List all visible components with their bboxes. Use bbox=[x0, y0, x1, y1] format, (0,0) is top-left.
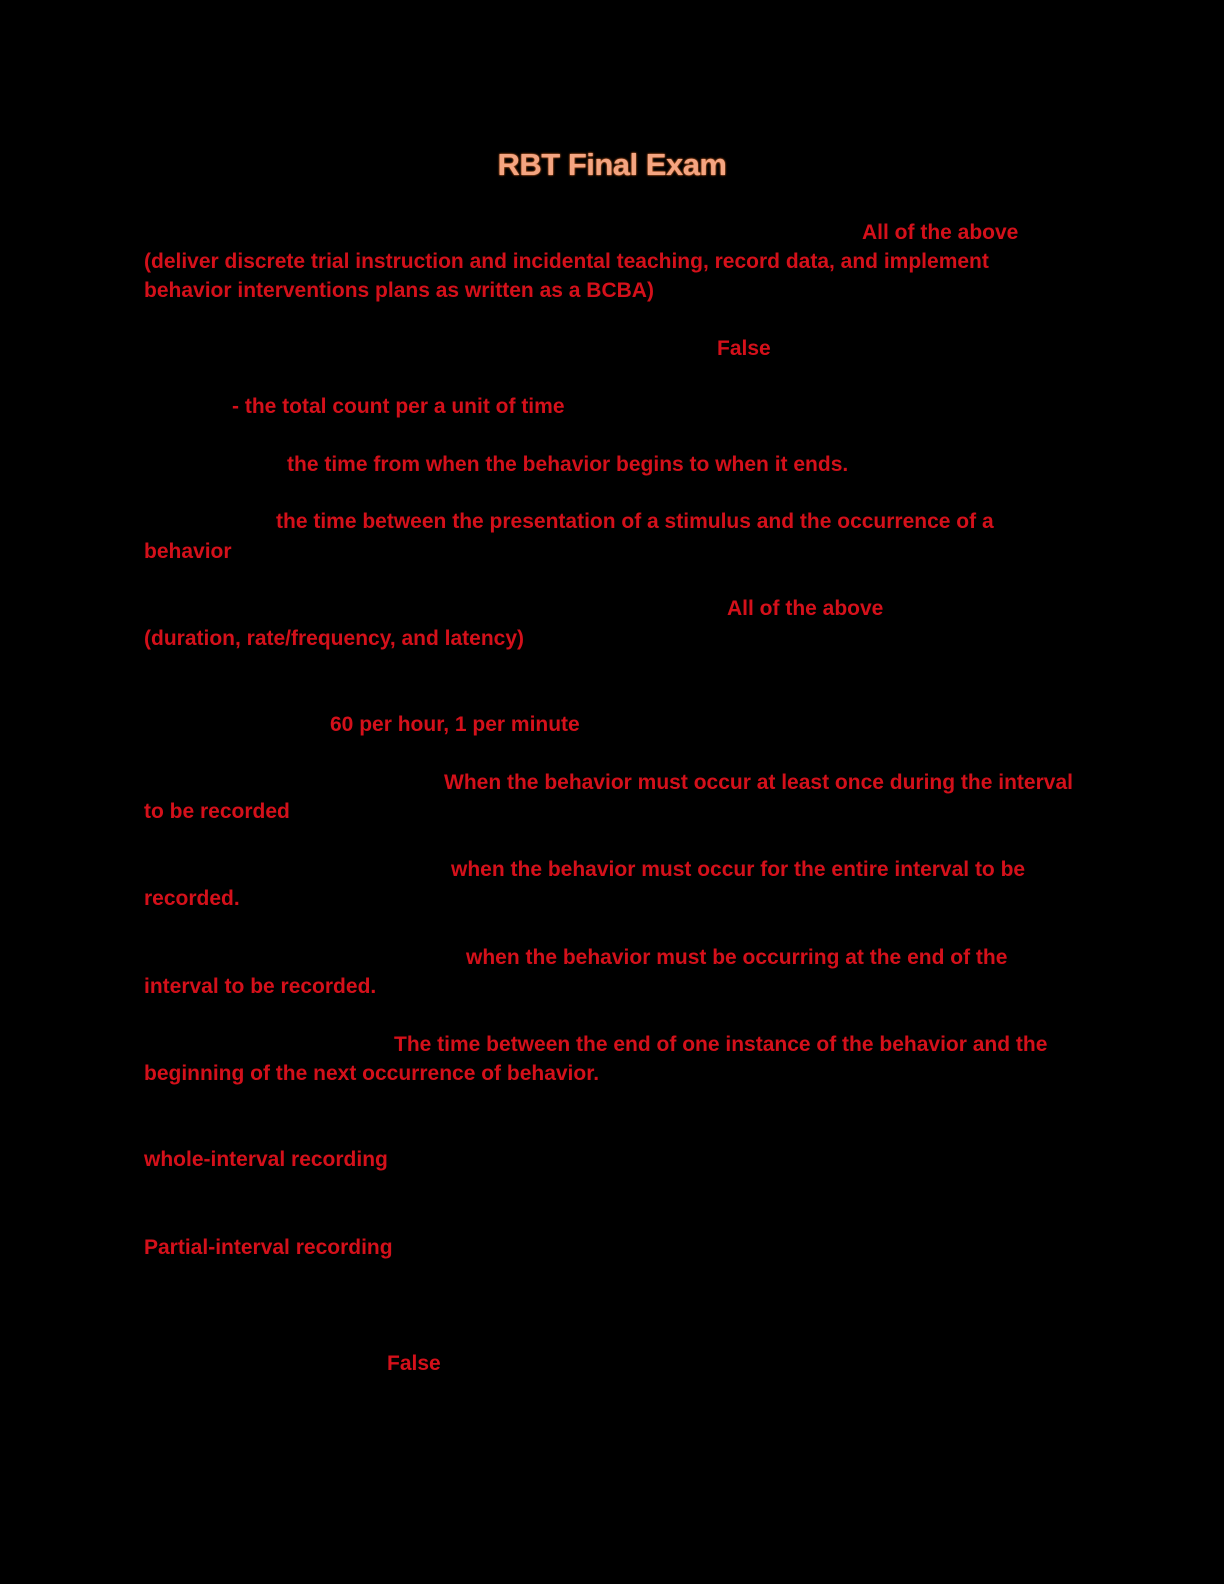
answer-line: behavior bbox=[144, 540, 232, 563]
answer-line: - the total count per a unit of time bbox=[232, 395, 565, 418]
answer-line: whole-interval recording bbox=[144, 1148, 388, 1171]
answer-line: False bbox=[387, 1352, 441, 1375]
answer-line: The time between the end of one instance of the behavior and the bbox=[394, 1033, 1048, 1056]
answer-line: to be recorded bbox=[144, 800, 290, 823]
answer-line: False bbox=[717, 337, 771, 360]
answer-line: when the behavior must be occurring at the end of the bbox=[466, 946, 1008, 969]
answer-line: behavior interventions plans as written as a BCBA) bbox=[144, 279, 654, 302]
answer-line: All of the above bbox=[727, 597, 884, 620]
answer-line: when the behavior must occur for the entire interval to be bbox=[451, 858, 1026, 881]
answer-line: the time between the presentation of a stimulus and the occurrence of a bbox=[276, 510, 994, 533]
answer-line: When the behavior must occur at least once during the interval bbox=[444, 771, 1073, 794]
answer-line: beginning of the next occurrence of behavior. bbox=[144, 1062, 600, 1085]
answer-line: recorded. bbox=[144, 887, 240, 910]
answer-line: the time from when the behavior begins to when it ends. bbox=[287, 453, 849, 476]
answer-line: interval to be recorded. bbox=[144, 975, 377, 998]
answer-line: Partial-interval recording bbox=[144, 1236, 393, 1259]
answer-line: (deliver discrete trial instruction and incidental teaching, record data, and implement bbox=[144, 250, 989, 273]
page-title: RBT Final Exam bbox=[497, 147, 727, 182]
answer-line: 60 per hour, 1 per minute bbox=[330, 713, 580, 736]
answer-line: (duration, rate/frequency, and latency) bbox=[144, 627, 525, 650]
answer-line: All of the above bbox=[862, 221, 1019, 244]
